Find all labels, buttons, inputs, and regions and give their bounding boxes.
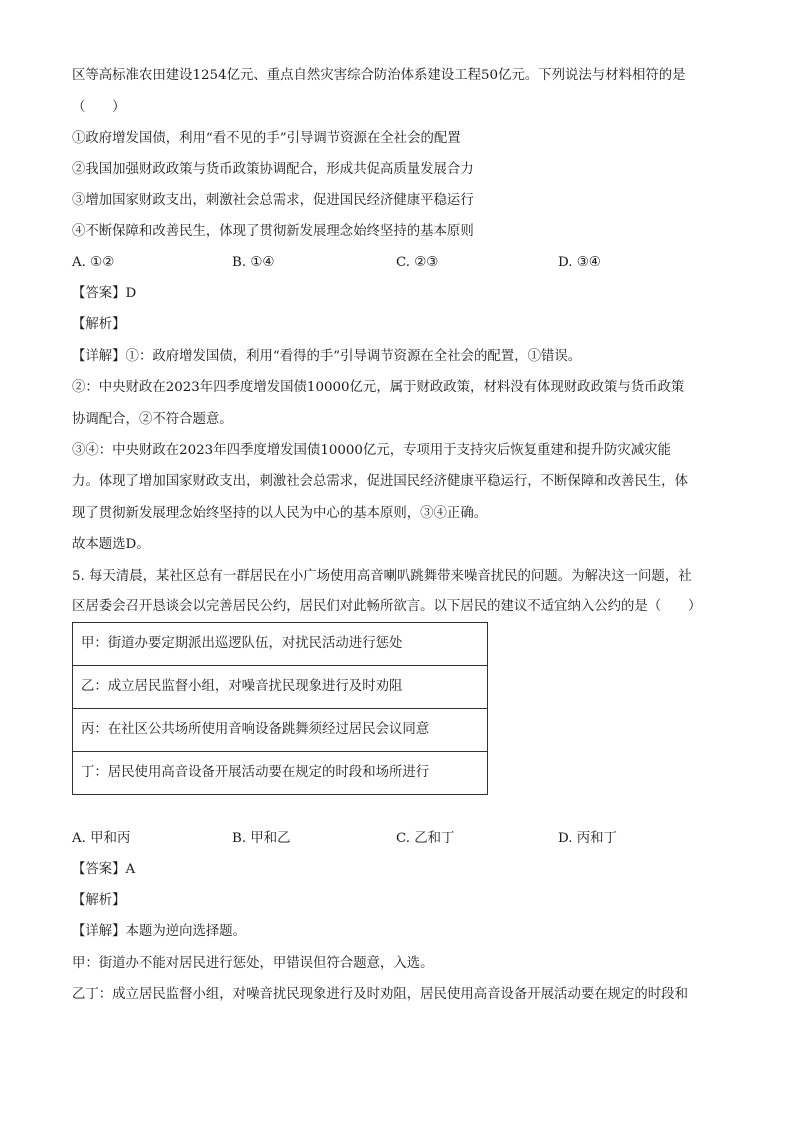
q4-option-d: D. ③④ — [558, 255, 601, 270]
suggestion-yi: 乙：成立居民监督小组，对噪音扰民现象进行及时劝阻 — [73, 666, 488, 709]
q4-option-c: C. ②③ — [396, 255, 439, 270]
q4-detail-line: ③④：中央财政在2023年四季度增发国债10000亿元，专项用于支持灾后恢复重建和提升防灾减灾能 — [72, 443, 671, 458]
q4-option-b: B. ①④ — [232, 255, 275, 270]
q5-detail-line: 甲：街道办不能对居民进行惩处，甲错误但符合题意，入选。 — [72, 956, 434, 971]
q4-statement: ②我国加强财政政策与货币政策协调配合，形成共促高质量发展合力 — [72, 162, 474, 177]
q4-detail-line: 力。体现了增加国家财政支出，刺激社会总需求，促进国民经济健康平稳运行，不断保障和改善民生，体 — [72, 474, 688, 489]
q5-detail-line: 乙丁：成立居民监督小组，对噪音扰民现象进行及时劝阻，居民使用高音设备开展活动要在规定的时段和 — [72, 987, 688, 1002]
table-row — [73, 709, 488, 752]
q4-answer: 【答案】D — [72, 286, 137, 301]
q5-option-d: D. 丙和丁 — [558, 831, 617, 846]
table-row — [73, 623, 488, 666]
q5-options — [72, 829, 732, 849]
q4-detail-line: ②：中央财政在2023年四季度增发国债10000亿元，属于财政政策，材料没有体现财政政策与货币政策 — [72, 380, 685, 395]
q4-detail-line: 协调配合，②不符合题意。 — [72, 412, 233, 427]
table-row — [73, 666, 488, 709]
q4-conclusion: 故本题选D。 — [72, 537, 150, 552]
q4-option-a: A. ①② — [72, 255, 115, 270]
q5-suggestion-table — [72, 622, 488, 795]
q4-statement: ③增加国家财政支出，刺激社会总需求，促进国民经济健康平稳运行 — [72, 193, 474, 208]
suggestion-bing: 丙：在社区公共场所使用音响设备跳舞须经过居民会议同意 — [73, 709, 488, 752]
q4-statement: ①政府增发国债，利用“看不见的手”引导调节资源在全社会的配置 — [72, 131, 461, 146]
q5-option-c: C. 乙和丁 — [396, 831, 455, 846]
q5-analysis-label: 【解析】 — [72, 893, 126, 908]
q4-options — [72, 253, 732, 273]
q5-detail-line: 【详解】本题为逆向选择题。 — [72, 924, 247, 939]
q5-option-a: A. 甲和丙 — [72, 831, 131, 846]
q4-stem-tail: 区等高标准农田建设1254亿元、重点自然灾害综合防治体系建设工程50亿元。下列说法与材料相符的是 — [72, 68, 686, 83]
q5-option-b: B. 甲和乙 — [232, 831, 291, 846]
q4-detail-line: 现了贯彻新发展理念始终坚持的以人民为中心的基本原则，③④正确。 — [72, 506, 488, 521]
q4-answer-paren: （ ） — [72, 100, 126, 115]
q4-detail-line: 【详解】①：政府增发国债，利用“看得的手”引导调节资源在全社会的配置，①错误。 — [72, 349, 582, 364]
q5-answer: 【答案】A — [72, 862, 136, 877]
q5-stem: 区居委会召开恳谈会以完善居民公约，居民们对此畅所欲言。以下居民的建议不适宜纳入公约的是（ ） — [72, 599, 702, 614]
q5-stem: 5. 每天清晨，某社区总有一群居民在小广场使用高音喇叭跳舞带来噪音扰民的问题。为解决这一问题，社 — [72, 569, 692, 584]
suggestion-jia: 甲：街道办要定期派出巡逻队伍，对扰民活动进行惩处 — [73, 623, 488, 666]
table-row — [73, 752, 488, 795]
q4-analysis-label: 【解析】 — [72, 317, 126, 332]
suggestion-ding: 丁：居民使用高音设备开展活动要在规定的时段和场所进行 — [73, 752, 488, 795]
q4-statement: ④不断保障和改善民生，体现了贯彻新发展理念始终坚持的基本原则 — [72, 224, 474, 239]
